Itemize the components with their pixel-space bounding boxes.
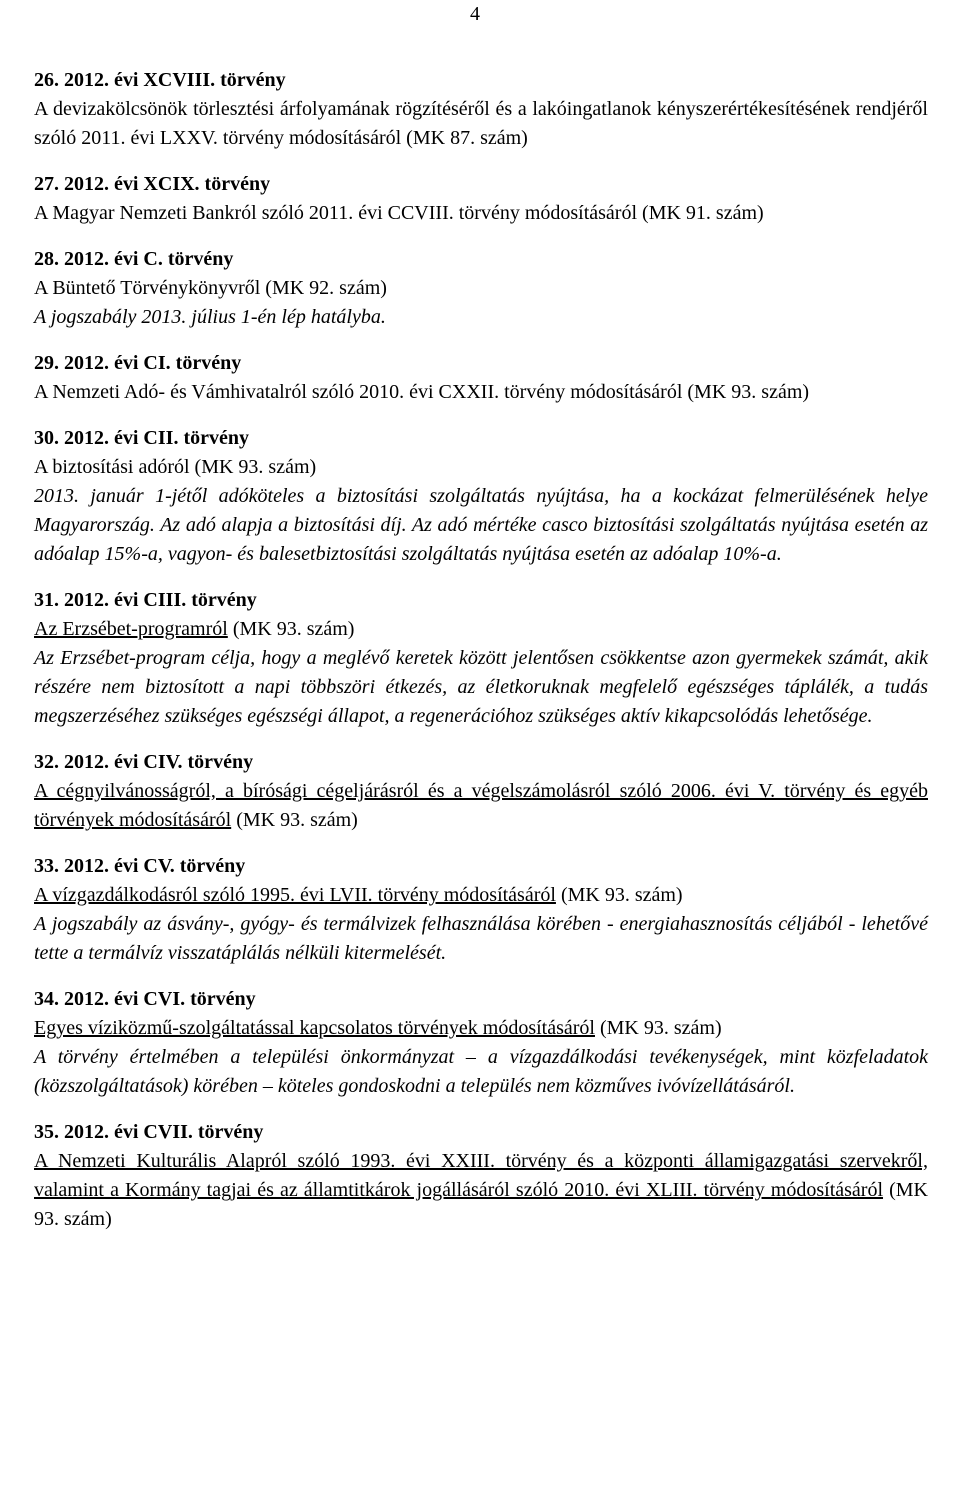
law-list <box>34 66 928 1234</box>
law-title <box>34 1014 928 1043</box>
law-title-underlined: A cégnyilvánosságról, a bírósági cégeljárásról és a végelszámolásról szóló 2006. évi V. törvény és egyéb törvények módosításáról <box>34 780 928 831</box>
law-heading: 28. 2012. évi C. törvény <box>34 248 234 270</box>
law-heading: 31. 2012. évi CIII. törvény <box>34 589 257 611</box>
law-heading: 26. 2012. évi XCVIII. törvény <box>34 69 286 91</box>
law-entry-27 <box>34 170 928 228</box>
law-entry-32 <box>34 748 928 835</box>
law-title-underlined: Egyes víziközmű-szolgáltatással kapcsolatos törvények módosításáról <box>34 1017 595 1039</box>
law-title-rest: A biztosítási adóról (MK 93. szám) <box>34 456 317 478</box>
law-title-rest: (MK 93. szám) <box>555 884 683 906</box>
law-entry-28 <box>34 245 928 332</box>
law-title-rest: (MK 93. szám) <box>227 618 355 640</box>
law-title <box>34 881 928 910</box>
law-title-rest: A Büntető Törvénykönyvről (MK 92. szám) <box>34 277 387 299</box>
law-entry-30 <box>34 424 928 569</box>
law-title <box>34 378 928 407</box>
page-number: 4 <box>470 3 480 25</box>
law-title <box>34 615 928 644</box>
law-note: A jogszabály az ásvány-, gyógy- és termálvizek felhasználása körében - energiahasznosítás céljából - lehetővé tette a termálvíz visszatáplálás nélküli kitermelését. <box>34 913 928 964</box>
law-entry-29 <box>34 349 928 407</box>
law-title-rest: (MK 93. szám) <box>594 1017 722 1039</box>
law-note: A törvény értelmében a települési önkormányzat – a vízgazdálkodási tevékenységek, mint közfeladatok (közszolgáltatások) körében – köteles gondoskodni a település nem közműves ivóvízellátásáról. <box>34 1046 928 1097</box>
law-heading: 35. 2012. évi CVII. törvény <box>34 1121 264 1143</box>
law-title <box>34 199 928 228</box>
law-entry-34 <box>34 985 928 1101</box>
law-entry-31 <box>34 586 928 731</box>
law-title-rest: (MK 93. szám) <box>34 1179 928 1230</box>
law-note: 2013. január 1-jétől adóköteles a biztosítási szolgáltatás nyújtása, ha a kockázat felmerülésének helye Magyarország. Az adó alapja a biztosítási díj. Az adó mértéke casco biztosítási szolgáltatás nyújtása esetén az adóalap 15%-a, vagyon- és balesetbiztosítási szolgáltatás nyújtása esetén az adóalap 10%-a. <box>34 485 928 565</box>
law-title-rest: A Magyar Nemzeti Bankról szóló 2011. évi CCVIII. törvény módosításáról (MK 91. szám) <box>34 202 764 224</box>
law-title-underlined: A vízgazdálkodásról szóló 1995. évi LVII. törvény módosításáról <box>34 884 556 906</box>
law-heading: 34. 2012. évi CVI. törvény <box>34 988 256 1010</box>
law-entry-33 <box>34 852 928 968</box>
law-title <box>34 274 928 303</box>
law-title <box>34 1147 928 1234</box>
law-heading: 30. 2012. évi CII. törvény <box>34 427 249 449</box>
law-title-rest: (MK 93. szám) <box>231 809 358 831</box>
law-heading: 32. 2012. évi CIV. törvény <box>34 751 254 773</box>
law-note: A jogszabály 2013. július 1-én lép hatályba. <box>34 306 386 328</box>
law-title <box>34 453 928 482</box>
law-entry-35 <box>34 1118 928 1234</box>
law-title-underlined: Az Erzsébet-programról <box>34 618 228 640</box>
law-title-rest: A Nemzeti Adó- és Vámhivatalról szóló 2010. évi CXXII. törvény módosításáról (MK 93. szám) <box>34 381 810 403</box>
law-heading: 27. 2012. évi XCIX. törvény <box>34 173 271 195</box>
law-title <box>34 95 928 153</box>
law-note: Az Erzsébet-program célja, hogy a meglévő keretek között jelentősen csökkentse azon gyermekek számát, akik részére nem biztosított a napi többszöri étkezés, az életkoruknak megfelelő egészséges táplálék, a tudás megszerzéséhez szükséges egészségi állapot, a regenerációhoz szükséges aktív kikapcsolódás lehetősége. <box>34 647 928 727</box>
law-title <box>34 777 928 835</box>
law-title-rest: A devizakölcsönök törlesztési árfolyamának rögzítéséről és a lakóingatlanok kényszerértékesítésének rendjéről szóló 2011. évi LXXV. törvény módosításáról (MK 87. szám) <box>34 98 928 149</box>
law-heading: 29. 2012. évi CI. törvény <box>34 352 242 374</box>
law-entry-26 <box>34 66 928 153</box>
law-heading: 33. 2012. évi CV. törvény <box>34 855 246 877</box>
law-title-underlined: A Nemzeti Kulturális Alapról szóló 1993. évi XXIII. törvény és a központi államigazgatási szervekről, valamint a Kormány tagjai és az államtitkárok jogállásáról szóló 2010. évi XLIII. törvény módosításáról <box>34 1150 928 1201</box>
